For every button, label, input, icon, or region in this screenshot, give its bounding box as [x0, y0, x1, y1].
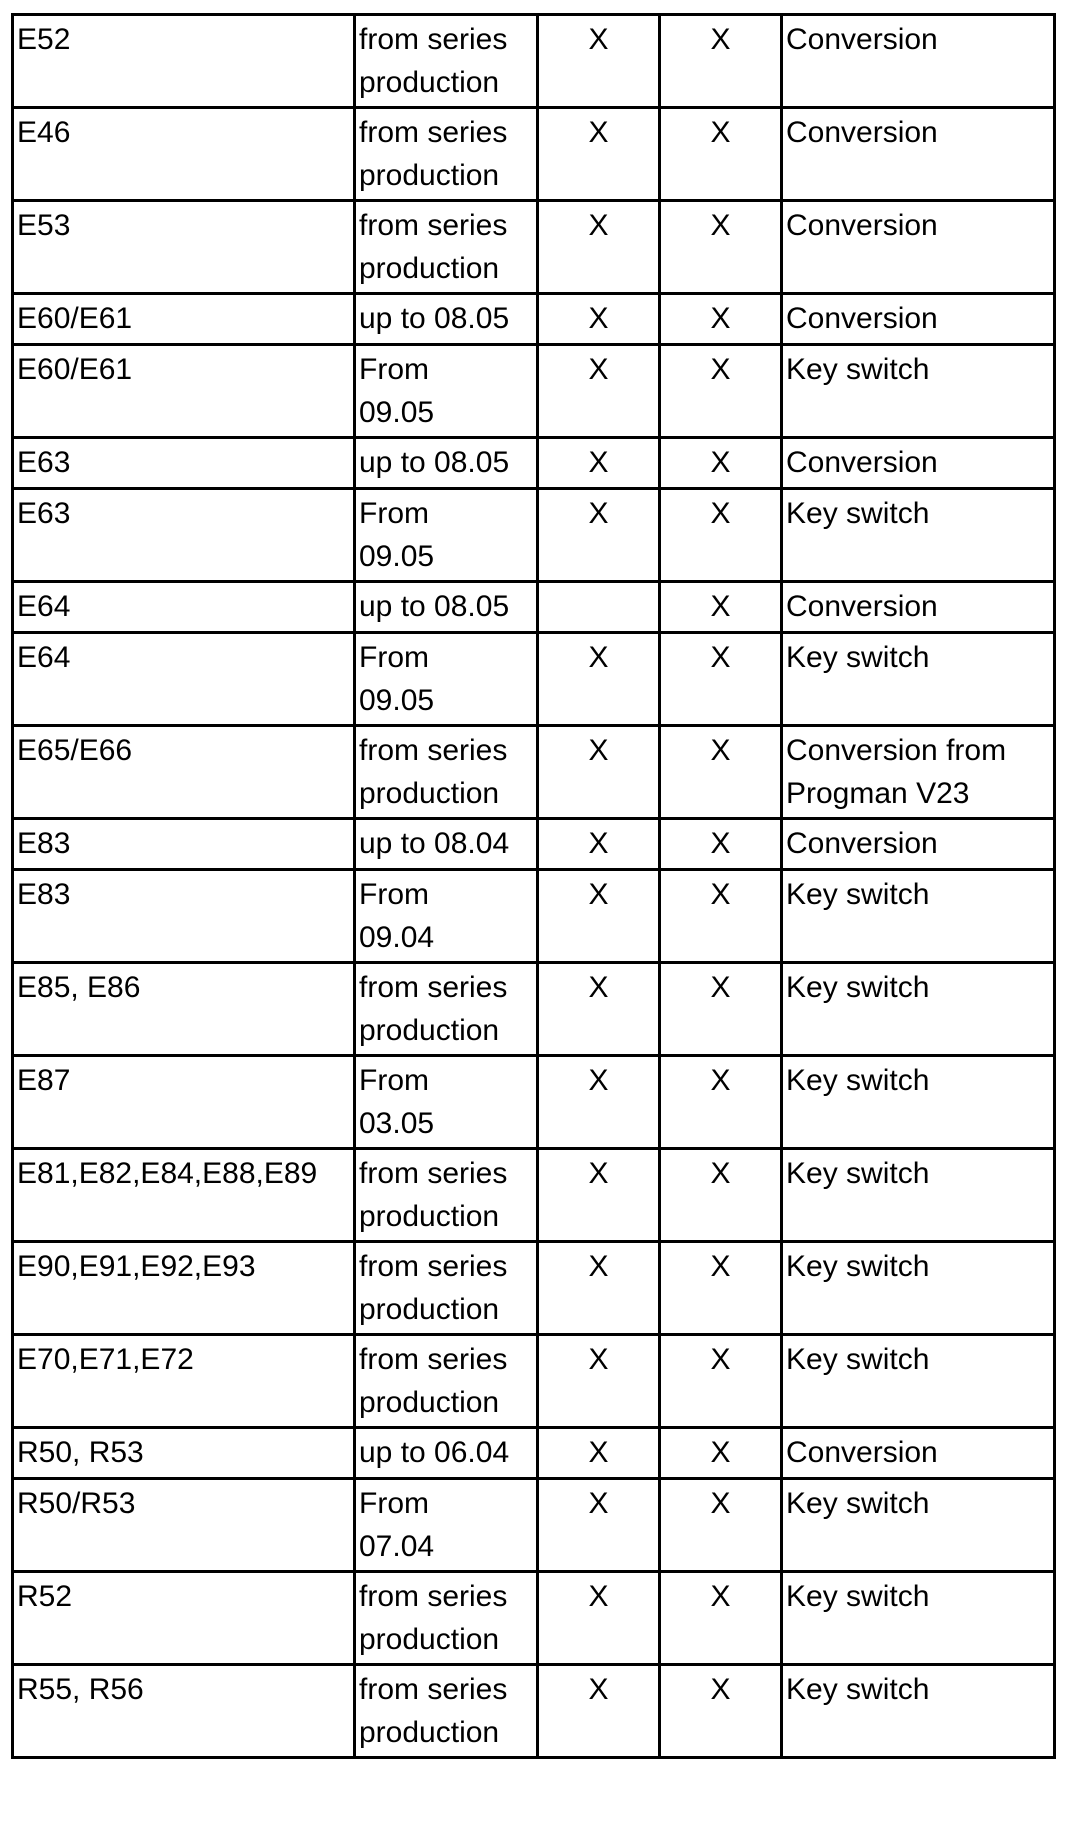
- type-cell: [782, 1242, 1055, 1335]
- production-line: From: [359, 353, 429, 386]
- model-cell: E70,E71,E72: [13, 1335, 355, 1428]
- type-line: Key switch: [786, 1343, 930, 1376]
- table-row: [13, 726, 1055, 819]
- production-line: From: [359, 1487, 429, 1520]
- type-cell: [782, 582, 1055, 633]
- mark-cell-1: X: [538, 1335, 660, 1428]
- table-row: [13, 345, 1055, 438]
- mark-cell-1: X: [538, 1665, 660, 1758]
- type-line: Key switch: [786, 1157, 930, 1190]
- mark-cell-1: X: [538, 1572, 660, 1665]
- type-cell: [782, 633, 1055, 726]
- production-line: from series: [359, 1250, 508, 1283]
- production-line: production: [359, 1200, 500, 1233]
- production-cell: [355, 1428, 538, 1479]
- production-cell: [355, 1149, 538, 1242]
- mark-cell-2: X: [660, 1056, 782, 1149]
- mark-cell-2: X: [660, 870, 782, 963]
- model-cell: E83: [13, 870, 355, 963]
- type-cell: [782, 345, 1055, 438]
- mark-cell-1: X: [538, 345, 660, 438]
- type-cell: [782, 1149, 1055, 1242]
- production-line: from series: [359, 1673, 508, 1706]
- table-row: [13, 1335, 1055, 1428]
- type-cell: [782, 870, 1055, 963]
- model-cell: E81,E82,E84,E88,E89: [13, 1149, 355, 1242]
- production-line: 09.05: [359, 396, 435, 429]
- type-cell: [782, 819, 1055, 870]
- type-line: Conversion: [786, 590, 938, 623]
- mark-cell-2: X: [660, 1572, 782, 1665]
- production-line: production: [359, 1293, 500, 1326]
- production-line: from series: [359, 971, 508, 1004]
- production-line: production: [359, 777, 500, 810]
- production-cell: [355, 819, 538, 870]
- type-line: Conversion: [786, 827, 938, 860]
- production-line: From: [359, 641, 429, 674]
- production-cell: [355, 1572, 538, 1665]
- table-row: [13, 633, 1055, 726]
- table-row: [13, 1479, 1055, 1572]
- type-cell: [782, 1479, 1055, 1572]
- type-cell: [782, 1056, 1055, 1149]
- type-cell: [782, 15, 1055, 108]
- type-line: Conversion: [786, 446, 938, 479]
- table-body: [13, 15, 1055, 1758]
- vehicle-compatibility-table: [11, 13, 1056, 1759]
- mark-cell-2: X: [660, 1335, 782, 1428]
- mark-cell-1: X: [538, 963, 660, 1056]
- production-line: 07.04: [359, 1530, 435, 1563]
- production-line: up to 08.04: [359, 827, 510, 860]
- type-line: Conversion from: [786, 734, 1007, 767]
- type-line: Conversion: [786, 209, 938, 242]
- table-row: [13, 870, 1055, 963]
- type-line: Key switch: [786, 641, 930, 674]
- mark-cell-2: X: [660, 15, 782, 108]
- model-cell: E90,E91,E92,E93: [13, 1242, 355, 1335]
- mark-cell-2: X: [660, 1665, 782, 1758]
- table-row: [13, 1665, 1055, 1758]
- production-cell: [355, 108, 538, 201]
- type-line: Progman V23: [786, 777, 970, 810]
- type-line: Key switch: [786, 878, 930, 911]
- mark-cell-2: X: [660, 201, 782, 294]
- mark-cell-1: X: [538, 1479, 660, 1572]
- type-cell: [782, 1428, 1055, 1479]
- mark-cell-1: X: [538, 819, 660, 870]
- mark-cell-2: X: [660, 108, 782, 201]
- production-line: from series: [359, 116, 508, 149]
- model-cell: E63: [13, 489, 355, 582]
- production-cell: [355, 1056, 538, 1149]
- production-line: up to 08.05: [359, 446, 510, 479]
- production-line: From: [359, 1064, 429, 1097]
- mark-cell-2: X: [660, 345, 782, 438]
- type-line: Key switch: [786, 1250, 930, 1283]
- production-line: 09.05: [359, 684, 435, 717]
- production-line: from series: [359, 23, 508, 56]
- table-row: [13, 489, 1055, 582]
- production-line: 03.05: [359, 1107, 435, 1140]
- model-cell: E52: [13, 15, 355, 108]
- production-line: from series: [359, 209, 508, 242]
- type-cell: [782, 1572, 1055, 1665]
- mark-cell-1: X: [538, 1242, 660, 1335]
- type-cell: [782, 294, 1055, 345]
- mark-cell-2: X: [660, 489, 782, 582]
- model-cell: E60/E61: [13, 345, 355, 438]
- production-cell: [355, 633, 538, 726]
- model-cell: E87: [13, 1056, 355, 1149]
- production-line: production: [359, 1623, 500, 1656]
- production-cell: [355, 294, 538, 345]
- type-cell: [782, 963, 1055, 1056]
- table-row: [13, 1572, 1055, 1665]
- table-row: [13, 1242, 1055, 1335]
- mark-cell-2: X: [660, 633, 782, 726]
- table-row: [13, 963, 1055, 1056]
- type-line: Conversion: [786, 116, 938, 149]
- table-row: [13, 1428, 1055, 1479]
- table-row: [13, 15, 1055, 108]
- type-cell: [782, 1335, 1055, 1428]
- type-line: Key switch: [786, 497, 930, 530]
- mark-cell-1: X: [538, 1149, 660, 1242]
- type-line: Key switch: [786, 1580, 930, 1613]
- production-line: from series: [359, 734, 508, 767]
- type-line: Conversion: [786, 1436, 938, 1469]
- table-row: [13, 438, 1055, 489]
- production-cell: [355, 201, 538, 294]
- production-line: From: [359, 497, 429, 530]
- model-cell: R52: [13, 1572, 355, 1665]
- type-cell: [782, 726, 1055, 819]
- production-cell: [355, 963, 538, 1056]
- production-line: up to 08.05: [359, 590, 510, 623]
- model-cell: E65/E66: [13, 726, 355, 819]
- type-line: Key switch: [786, 971, 930, 1004]
- production-cell: [355, 345, 538, 438]
- mark-cell-2: X: [660, 1479, 782, 1572]
- production-line: from series: [359, 1343, 508, 1376]
- production-cell: [355, 870, 538, 963]
- mark-cell-1: X: [538, 15, 660, 108]
- mark-cell-1: X: [538, 108, 660, 201]
- model-cell: R50/R53: [13, 1479, 355, 1572]
- model-cell: E85, E86: [13, 963, 355, 1056]
- mark-cell-1: X: [538, 438, 660, 489]
- production-cell: [355, 582, 538, 633]
- production-cell: [355, 726, 538, 819]
- type-line: Conversion: [786, 302, 938, 335]
- production-cell: [355, 1242, 538, 1335]
- model-cell: R50, R53: [13, 1428, 355, 1479]
- type-cell: [782, 438, 1055, 489]
- model-cell: E64: [13, 633, 355, 726]
- model-cell: E46: [13, 108, 355, 201]
- production-line: production: [359, 66, 500, 99]
- table-row: [13, 201, 1055, 294]
- mark-cell-1: X: [538, 201, 660, 294]
- production-line: up to 06.04: [359, 1436, 510, 1469]
- table-row: [13, 582, 1055, 633]
- mark-cell-1: X: [538, 1428, 660, 1479]
- production-line: From: [359, 878, 429, 911]
- mark-cell-2: X: [660, 1149, 782, 1242]
- table-row: [13, 819, 1055, 870]
- mark-cell-2: X: [660, 1242, 782, 1335]
- production-cell: [355, 1479, 538, 1572]
- model-cell: E64: [13, 582, 355, 633]
- type-cell: [782, 489, 1055, 582]
- table-row: [13, 108, 1055, 201]
- model-cell: E53: [13, 201, 355, 294]
- production-line: production: [359, 1386, 500, 1419]
- mark-cell-2: X: [660, 294, 782, 345]
- type-line: Key switch: [786, 353, 930, 386]
- production-cell: [355, 1335, 538, 1428]
- model-cell: E60/E61: [13, 294, 355, 345]
- mark-cell-2: X: [660, 438, 782, 489]
- production-cell: [355, 15, 538, 108]
- mark-cell-2: X: [660, 726, 782, 819]
- production-line: production: [359, 1014, 500, 1047]
- table-row: [13, 1149, 1055, 1242]
- mark-cell-1: X: [538, 294, 660, 345]
- mark-cell-2: X: [660, 582, 782, 633]
- production-line: up to 08.05: [359, 302, 510, 335]
- type-cell: [782, 201, 1055, 294]
- production-line: 09.05: [359, 540, 435, 573]
- production-line: production: [359, 159, 500, 192]
- type-line: Key switch: [786, 1487, 930, 1520]
- table-row: [13, 294, 1055, 345]
- type-line: Key switch: [786, 1064, 930, 1097]
- model-cell: R55, R56: [13, 1665, 355, 1758]
- production-cell: [355, 489, 538, 582]
- type-line: Key switch: [786, 1673, 930, 1706]
- production-line: 09.04: [359, 921, 435, 954]
- mark-cell-1: X: [538, 633, 660, 726]
- mark-cell-2: X: [660, 963, 782, 1056]
- production-line: production: [359, 1716, 500, 1749]
- mark-cell-2: X: [660, 819, 782, 870]
- type-line: Conversion: [786, 23, 938, 56]
- mark-cell-1: X: [538, 489, 660, 582]
- mark-cell-1: X: [538, 726, 660, 819]
- production-line: from series: [359, 1580, 508, 1613]
- production-cell: [355, 438, 538, 489]
- production-line: from series: [359, 1157, 508, 1190]
- type-cell: [782, 108, 1055, 201]
- mark-cell-1: X: [538, 1056, 660, 1149]
- production-line: production: [359, 252, 500, 285]
- type-cell: [782, 1665, 1055, 1758]
- production-cell: [355, 1665, 538, 1758]
- mark-cell-2: X: [660, 1428, 782, 1479]
- mark-cell-1: [538, 582, 660, 633]
- model-cell: E83: [13, 819, 355, 870]
- table-row: [13, 1056, 1055, 1149]
- model-cell: E63: [13, 438, 355, 489]
- mark-cell-1: X: [538, 870, 660, 963]
